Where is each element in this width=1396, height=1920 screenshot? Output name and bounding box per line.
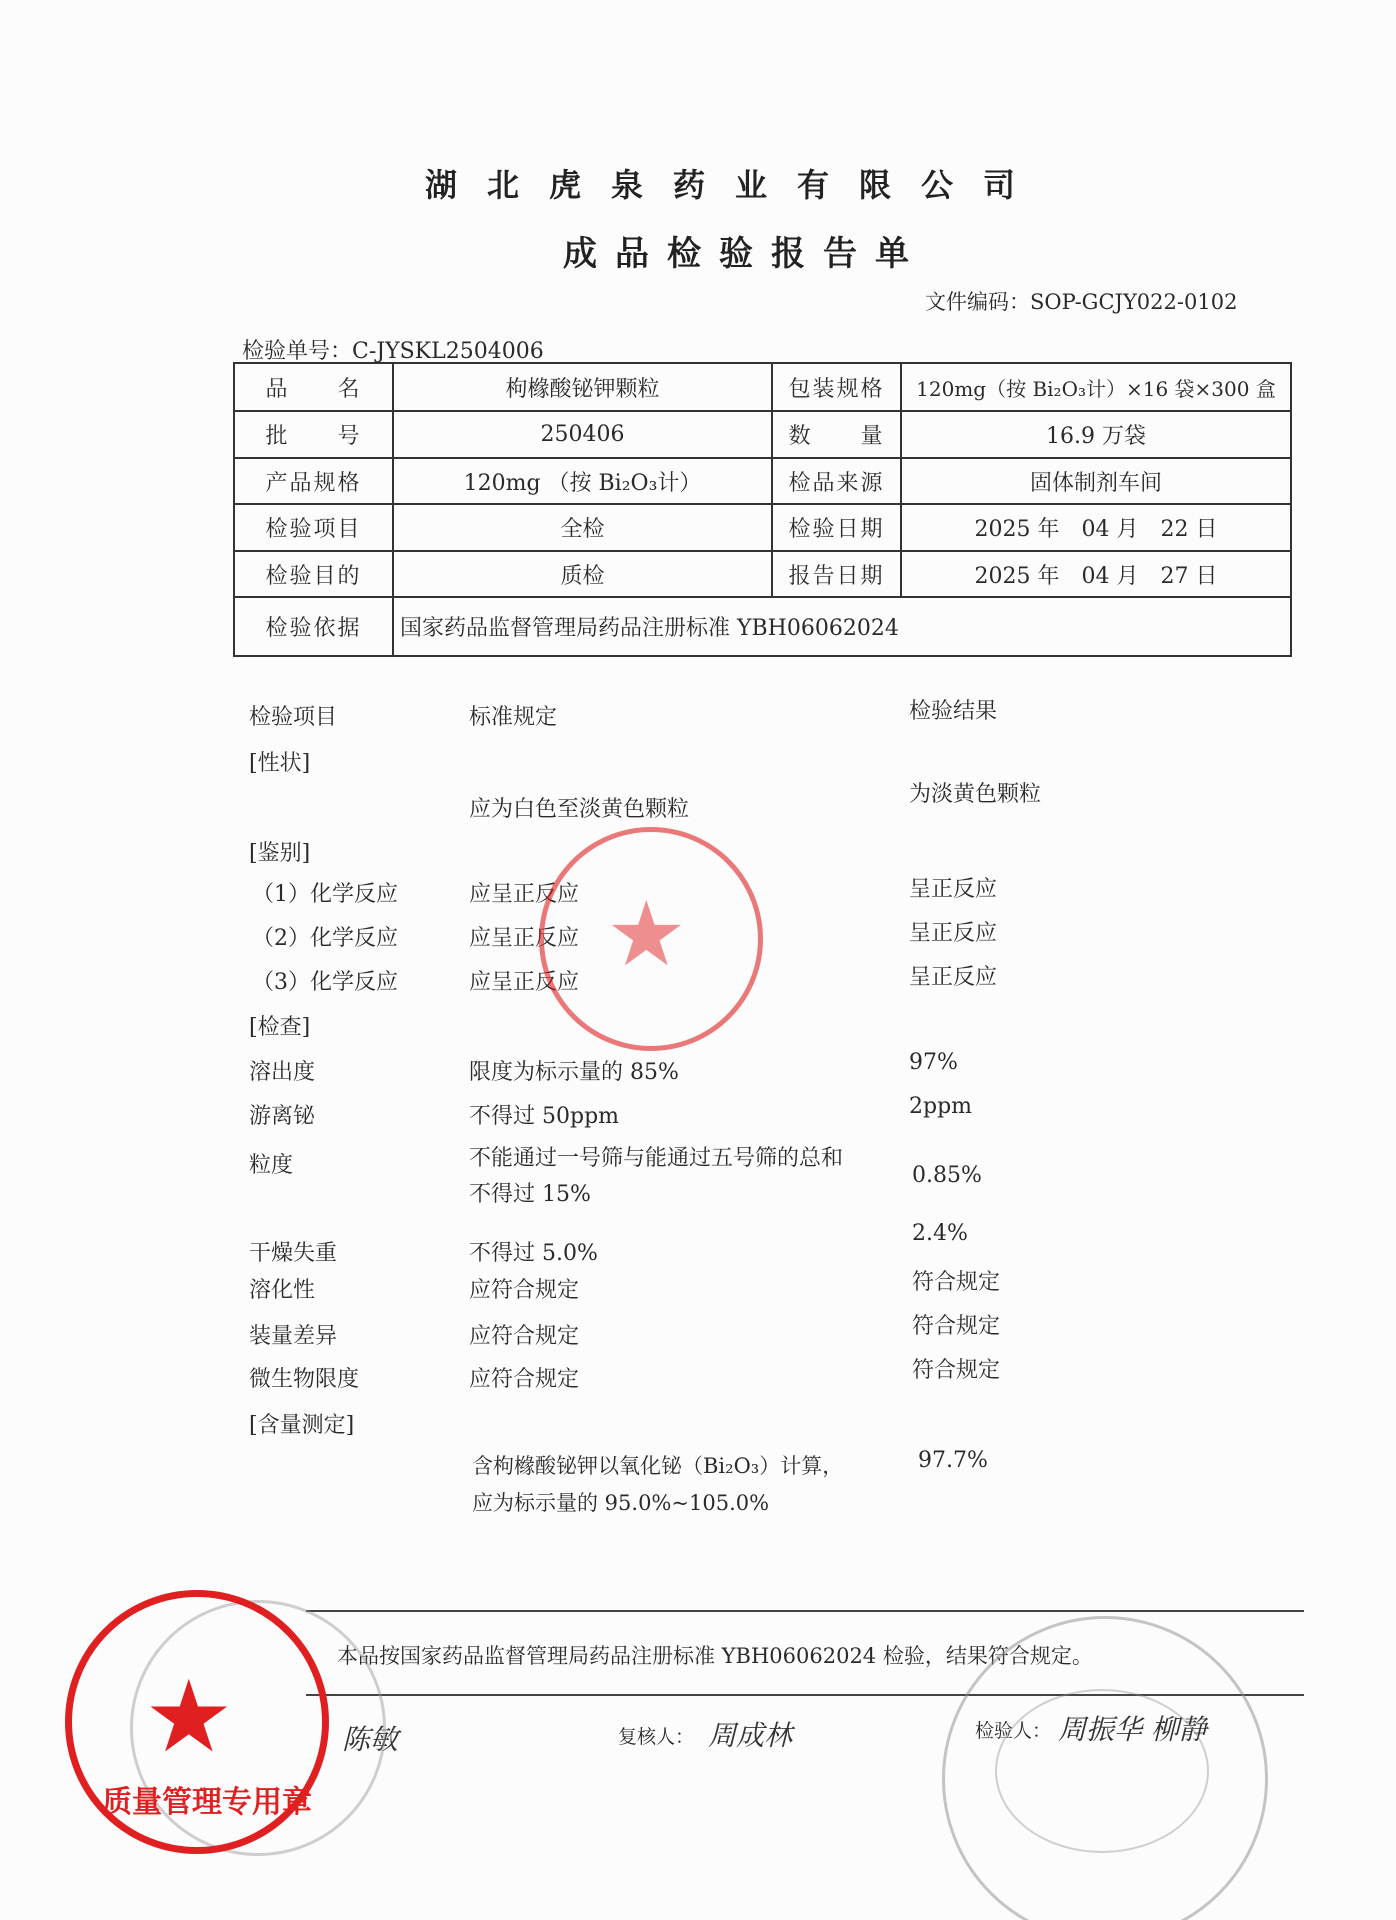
section-appearance: [性状] [249,751,311,776]
section-check: [检查] [249,1015,311,1040]
ident-result: 呈正反应 [909,921,998,946]
check-standard: 应符合规定 [469,1324,580,1349]
label-basis: 检验依据 [234,597,393,656]
check-standard: 应符合规定 [469,1367,580,1392]
qa-seal-stamp [65,1590,329,1854]
label-item: 检验项目 [234,504,393,551]
ident-item: （3）化学反应 [252,970,398,995]
quantity: 16.9 万袋 [901,411,1291,458]
section-identification: [鉴别] [249,841,311,866]
test-date: 2025 年 04 月 22 日 [901,504,1291,551]
test-purpose: 质检 [393,551,772,597]
inspector-label: 检验人： [975,1720,1052,1742]
check-standard: 不能通过一号筛与能通过五号筛的总和 [469,1146,844,1171]
label-product-name: 品 名 [234,363,393,411]
batch-number: 250406 [393,411,772,458]
label-source: 检品来源 [772,458,901,504]
divider [306,1694,1304,1696]
check-standard: 不得过 5.0% [469,1241,598,1266]
sample-source: 固体制剂车间 [901,458,1291,504]
label-purpose: 检验目的 [234,551,393,597]
check-standard: 不得过 50ppm [469,1104,620,1129]
product-info-table [233,362,1292,657]
label-quantity: 数 量 [772,411,901,458]
conclusion-text: 本品按国家药品监督管理局药品注册标准 YBH06062024 检验，结果符合规定。 [337,1644,1093,1668]
appearance-result: 为淡黄色颗粒 [909,782,1042,807]
package-spec: 120mg（按 Bi₂O₃计）×16 袋×300 盒 [901,363,1291,411]
label-spec: 产品规格 [234,458,393,504]
check-result: 2.4% [912,1221,968,1246]
check-item: 溶化性 [249,1278,316,1303]
check-item: 游离铋 [249,1104,316,1129]
label-package: 包装规格 [772,363,901,411]
ident-result: 呈正反应 [909,965,998,990]
product-spec: 120mg （按 Bi₂O₃计） [393,458,772,504]
check-result: 2ppm [909,1094,973,1119]
ident-item: （1）化学反应 [252,882,398,907]
label-batch: 批 号 [234,411,393,458]
stamp-text: 质量管理专用章 [102,1785,312,1820]
company-name: 湖北虎泉药业有限公司 [425,166,1046,204]
label-report-date: 报告日期 [772,551,901,597]
test-item: 全检 [393,504,772,551]
report-date: 2025 年 04 月 27 日 [901,551,1291,597]
ident-item: （2）化学反应 [252,926,398,951]
reviewer-signature: 周成林 [708,1719,793,1752]
manager-signature: 陈敏 [342,1723,399,1756]
assay-standard-line2: 应为标示量的 95.0%~105.0% [472,1491,770,1515]
assay-result: 97.7% [918,1448,988,1473]
section-assay: [含量测定] [249,1413,355,1438]
check-standard-line2: 不得过 15% [469,1182,591,1207]
check-result: 0.85% [912,1163,982,1188]
check-result: 符合规定 [912,1270,1001,1295]
check-item: 粒度 [249,1153,294,1178]
check-item: 微生物限度 [249,1367,360,1392]
star-icon: ★ [606,882,687,987]
test-basis: 国家药品监督管理局药品注册标准 YBH06062024 [393,597,1291,656]
doc-code: 文件编码：SOP-GCJY022-0102 [925,290,1238,314]
col-standard-header: 标准规定 [469,705,558,730]
ident-result: 呈正反应 [909,877,998,902]
ident-standard: 应呈正反应 [469,970,580,995]
check-item: 干燥失重 [249,1241,338,1266]
label-test-date: 检验日期 [772,504,901,551]
col-item-header: 检验项目 [249,705,338,730]
check-item: 装量差异 [249,1324,338,1349]
divider [306,1610,1304,1612]
check-standard: 应符合规定 [469,1278,580,1303]
inspector-signature: 周振华 柳静 [1058,1713,1207,1746]
col-result-header: 检验结果 [909,699,998,724]
appearance-standard: 应为白色至淡黄色颗粒 [469,797,690,822]
check-standard: 限度为标示量的 85% [469,1060,679,1085]
product-name: 枸橼酸铋钾颗粒 [393,363,772,411]
check-item: 溶出度 [249,1060,316,1085]
assay-standard: 含枸橼酸铋钾以氧化铋（Bi₂O₃）计算， [472,1454,844,1478]
check-result: 符合规定 [912,1314,1001,1339]
check-result: 符合规定 [912,1358,1001,1383]
ident-standard: 应呈正反应 [469,882,580,907]
report-title: 成品检验报告单 [563,234,927,274]
ident-standard: 应呈正反应 [469,926,580,951]
star-icon: ★ [144,1658,234,1775]
reviewer-label: 复核人： [618,1726,695,1748]
report-number: 检验单号：C-JYSKL2504006 [242,339,544,364]
check-result: 97% [909,1050,958,1075]
